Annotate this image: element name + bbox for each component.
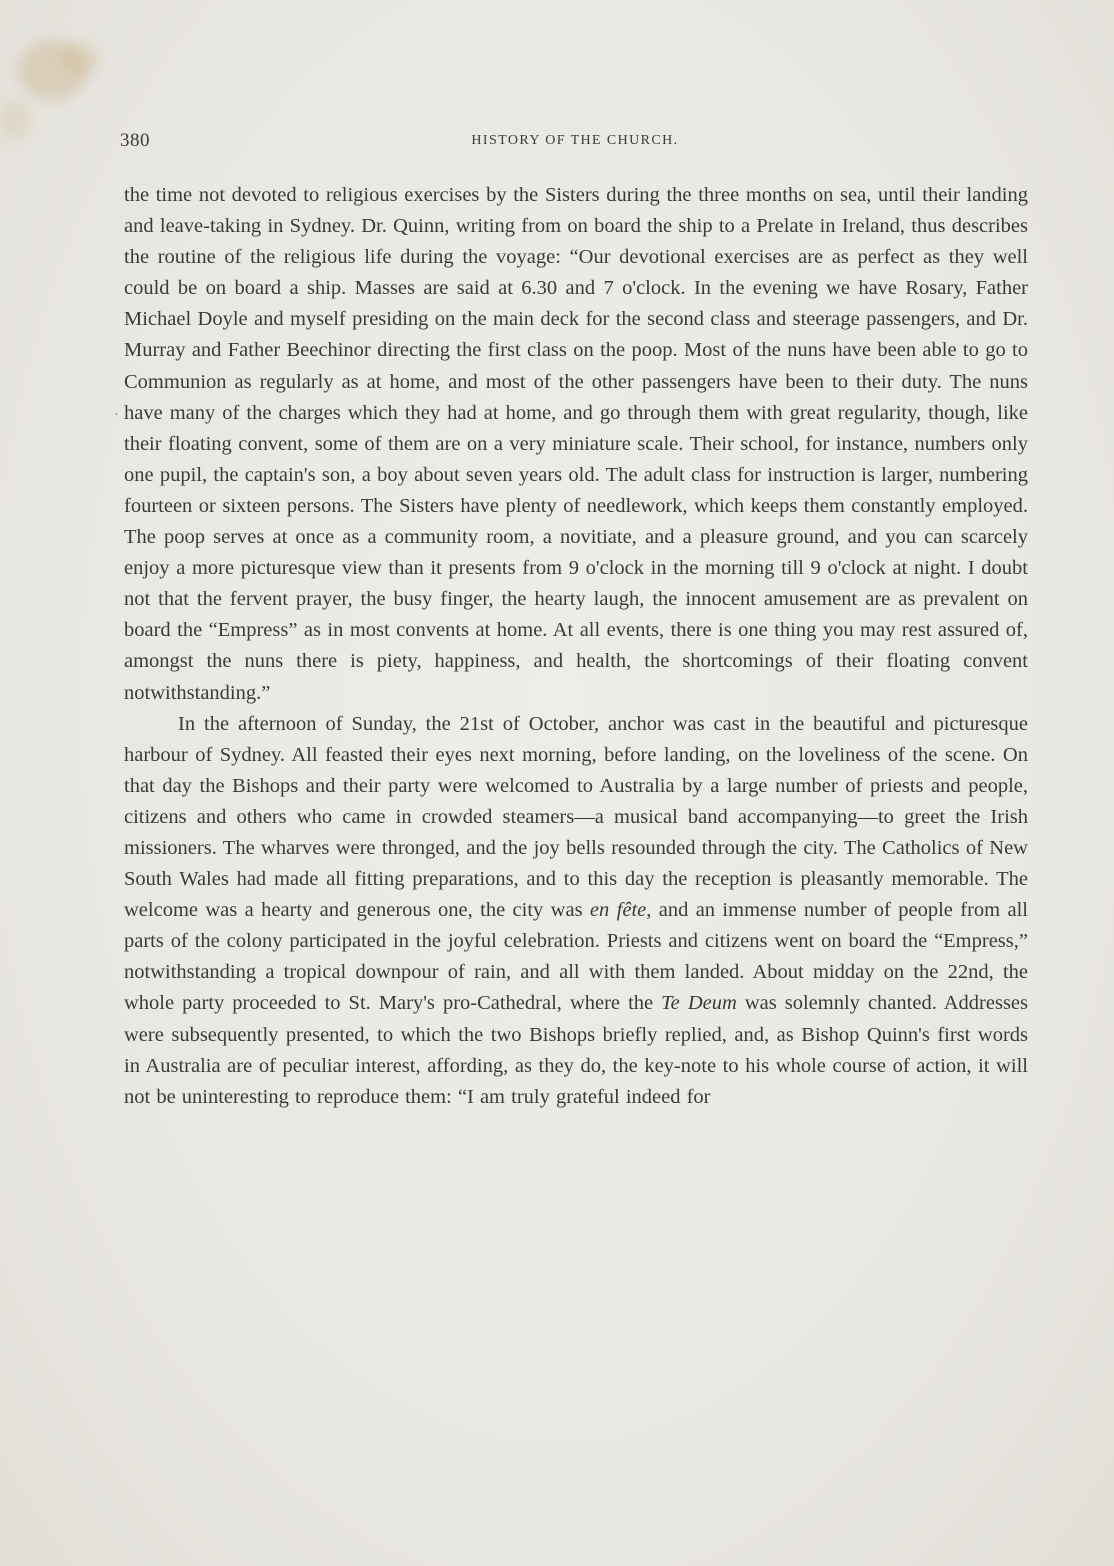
text-run: was solemnly chanted. Addresses were subsequently presented, to which the two Bishops briefly replied, and, as Bishop Quinn's first words in Australia are of peculiar interest, affording, as they do, the key-note to his whole course of action, it will not be uninteresting to reproduce them: “I am truly grateful indeed for — [124, 992, 1028, 1108]
page-number: 380 — [120, 130, 150, 151]
paragraph — [124, 709, 1028, 1113]
paragraph — [124, 180, 1028, 709]
text-run: In the afternoon of Sunday, the 21st of October, anchor was cast in the beautiful and picturesque harbour of Sydney. All feasted their eyes next morning, before landing, on the loveliness of the scene. On that day the Bishops and their party were welcomed to Australia by a large number of priests and people, citizens and others who came in crowded steamers—a musical band accompanying—to greet the Irish missioners. The wharves were thronged, and the joy bells resounded through the city. The Catholics of New South Wales had made all fitting preparations, and to this day the reception is pleasantly memorable. The welcome was a hearty and generous one, the city was — [124, 712, 1028, 922]
paper-stain — [60, 44, 100, 74]
body-text — [124, 180, 1028, 1113]
italic-text: en fête — [589, 899, 647, 922]
text-run: the time not devoted to religious exercises by the Sisters during the three months on sea, until their landing and leave-taking in Sydney. Dr. Quinn, writing from on board the ship to a Prelate in Ireland, thus describes the routine of the religious life during the voyage: “Our devotional exercises are as perfect as they well could be on board a ship. Masses are said at 6.30 and 7 o'clock. In the evening we have Rosary, Father Michael Doyle and myself presiding on the main deck for the second class and steerage passengers, and Dr. Murray and Father Beechinor directing the first class on the poop. Most of the nuns have been able to go to Communion as regularly as at home, and most of the other passengers have been to their duty. The nuns have many of the charges which they had at home, and go through them with great regularity, though, like their floating convent, some of them are on a very miniature scale. Their school, for instance, numbers only one pupil, the captain's son, a boy about seven years old. The adult class for instruction is larger, numbering fourteen or sixteen persons. The Sisters have plenty of needlework, which keeps them constantly employed. The poop serves at once as a community room, a novitiate, and a pleasure ground, and you can scarcely enjoy a more picturesque view than it presents from 9 o'clock in the morning till 9 o'clock at night. I doubt not that the fervent prayer, the busy finger, the hearty laugh, the innocent amusement are as prevalent on board the “Empress” as in most convents at home. At all events, there is one thing you may rest assured of, amongst the nuns there is piety, happiness, and health, the shortcomings of their floating convent notwithstanding.” — [124, 184, 1028, 704]
paper-stain — [0, 100, 30, 140]
margin-mark: · — [114, 408, 119, 423]
page-header — [120, 130, 1030, 156]
text-run: , and an immense number of people from all parts of the colony participated in the joyful celebration. Priests and citizens went on board the “Empress,” notwithstanding a tropical downpour of rain, and all with them landed. About midday on the 22nd, the whole party proceeded to St. Mary's pro-Cathedral, where the — [124, 899, 1028, 1015]
italic-text: Te Deum — [661, 992, 737, 1015]
running-title: HISTORY OF THE CHURCH. — [471, 133, 679, 148]
